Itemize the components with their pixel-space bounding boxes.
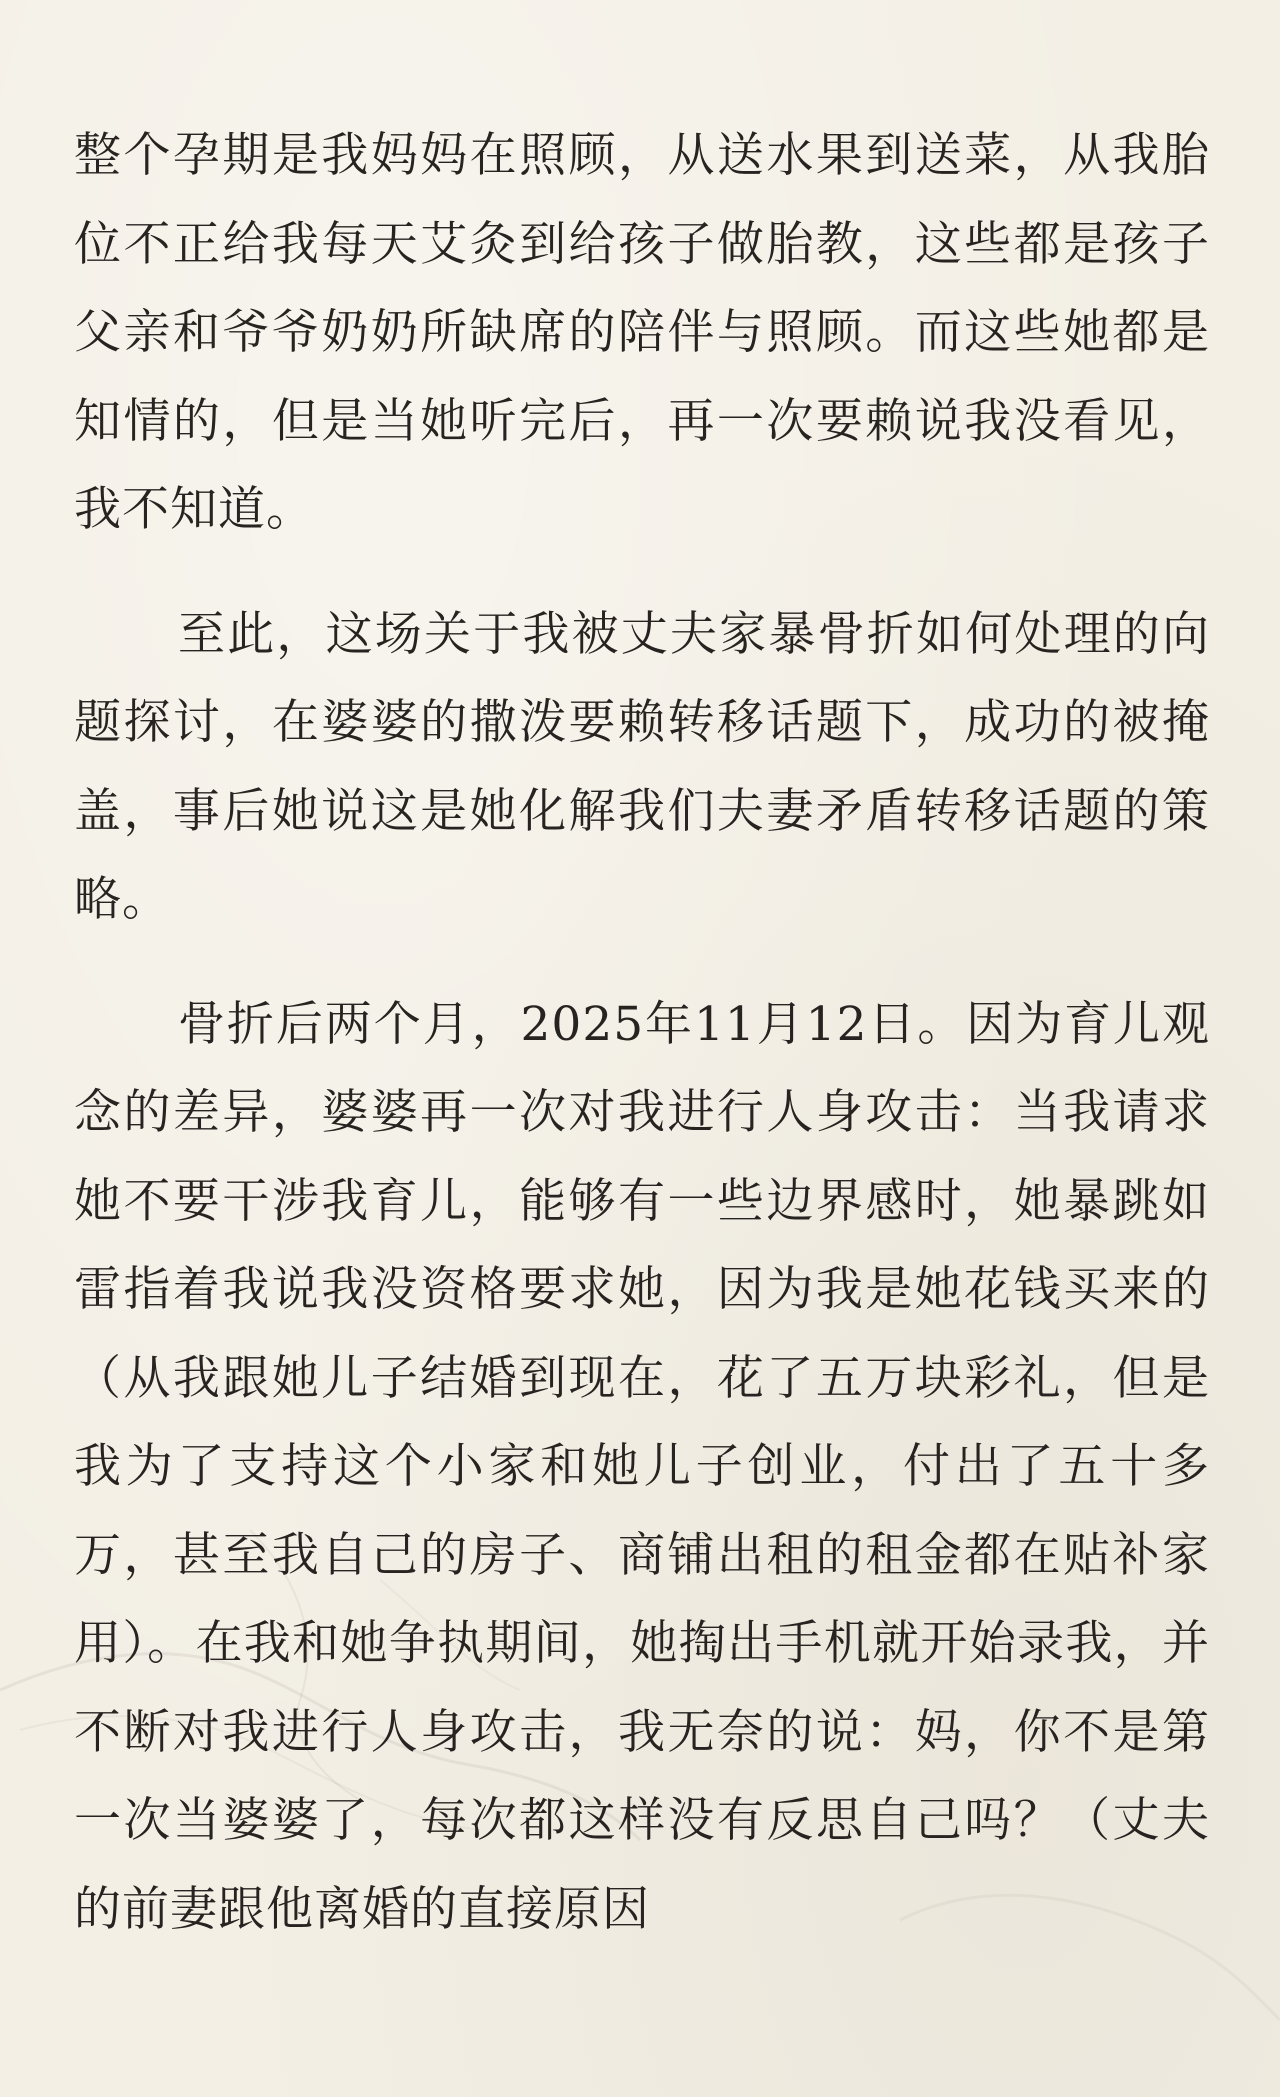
paragraph-3: 骨折后两个月，2025年11月12日。因为育儿观念的差异，婆婆再一次对我进行人身攻击：当我请求她不要干涉我育儿，能够有一些边界感时，她暴跳如雷指着我说我没资格要求她，因为我是她花钱买来的（从我跟她儿子结婚到现在，花了五万块彩礼，但是我为了支持这个小家和她儿子创业，付出了五十多万，甚至我自己的房子、商铺出租的租金都在贴补家用）。在我和她争执期间，她掏出手机就开始录我，并不断对我进行人身攻击，我无奈的说：妈，你不是第一次当婆婆了，每次都这样没有反思自己吗？（丈夫的前妻跟他离婚的直接原因: [74, 996, 1210, 1937]
paragraph-2: 至此，这场关于我被丈夫家暴骨折如何处理的向题探讨，在婆婆的撒泼要赖转移话题下，成功的被掩盖，事后她说这是她化解我们夫妻矛盾转移话题的策略。: [74, 606, 1210, 927]
paragraph-1: 整个孕期是我妈妈在照顾，从送水果到送菜，从我胎位不正给我每天艾灸到给孩子做胎教，这些都是孩子父亲和爷爷奶奶所缺席的陪伴与照顾。而这些她都是知情的，但是当她听完后，再一次要赖说我没看见，我不知道。: [74, 128, 1210, 537]
article-body: [74, 112, 1210, 1954]
